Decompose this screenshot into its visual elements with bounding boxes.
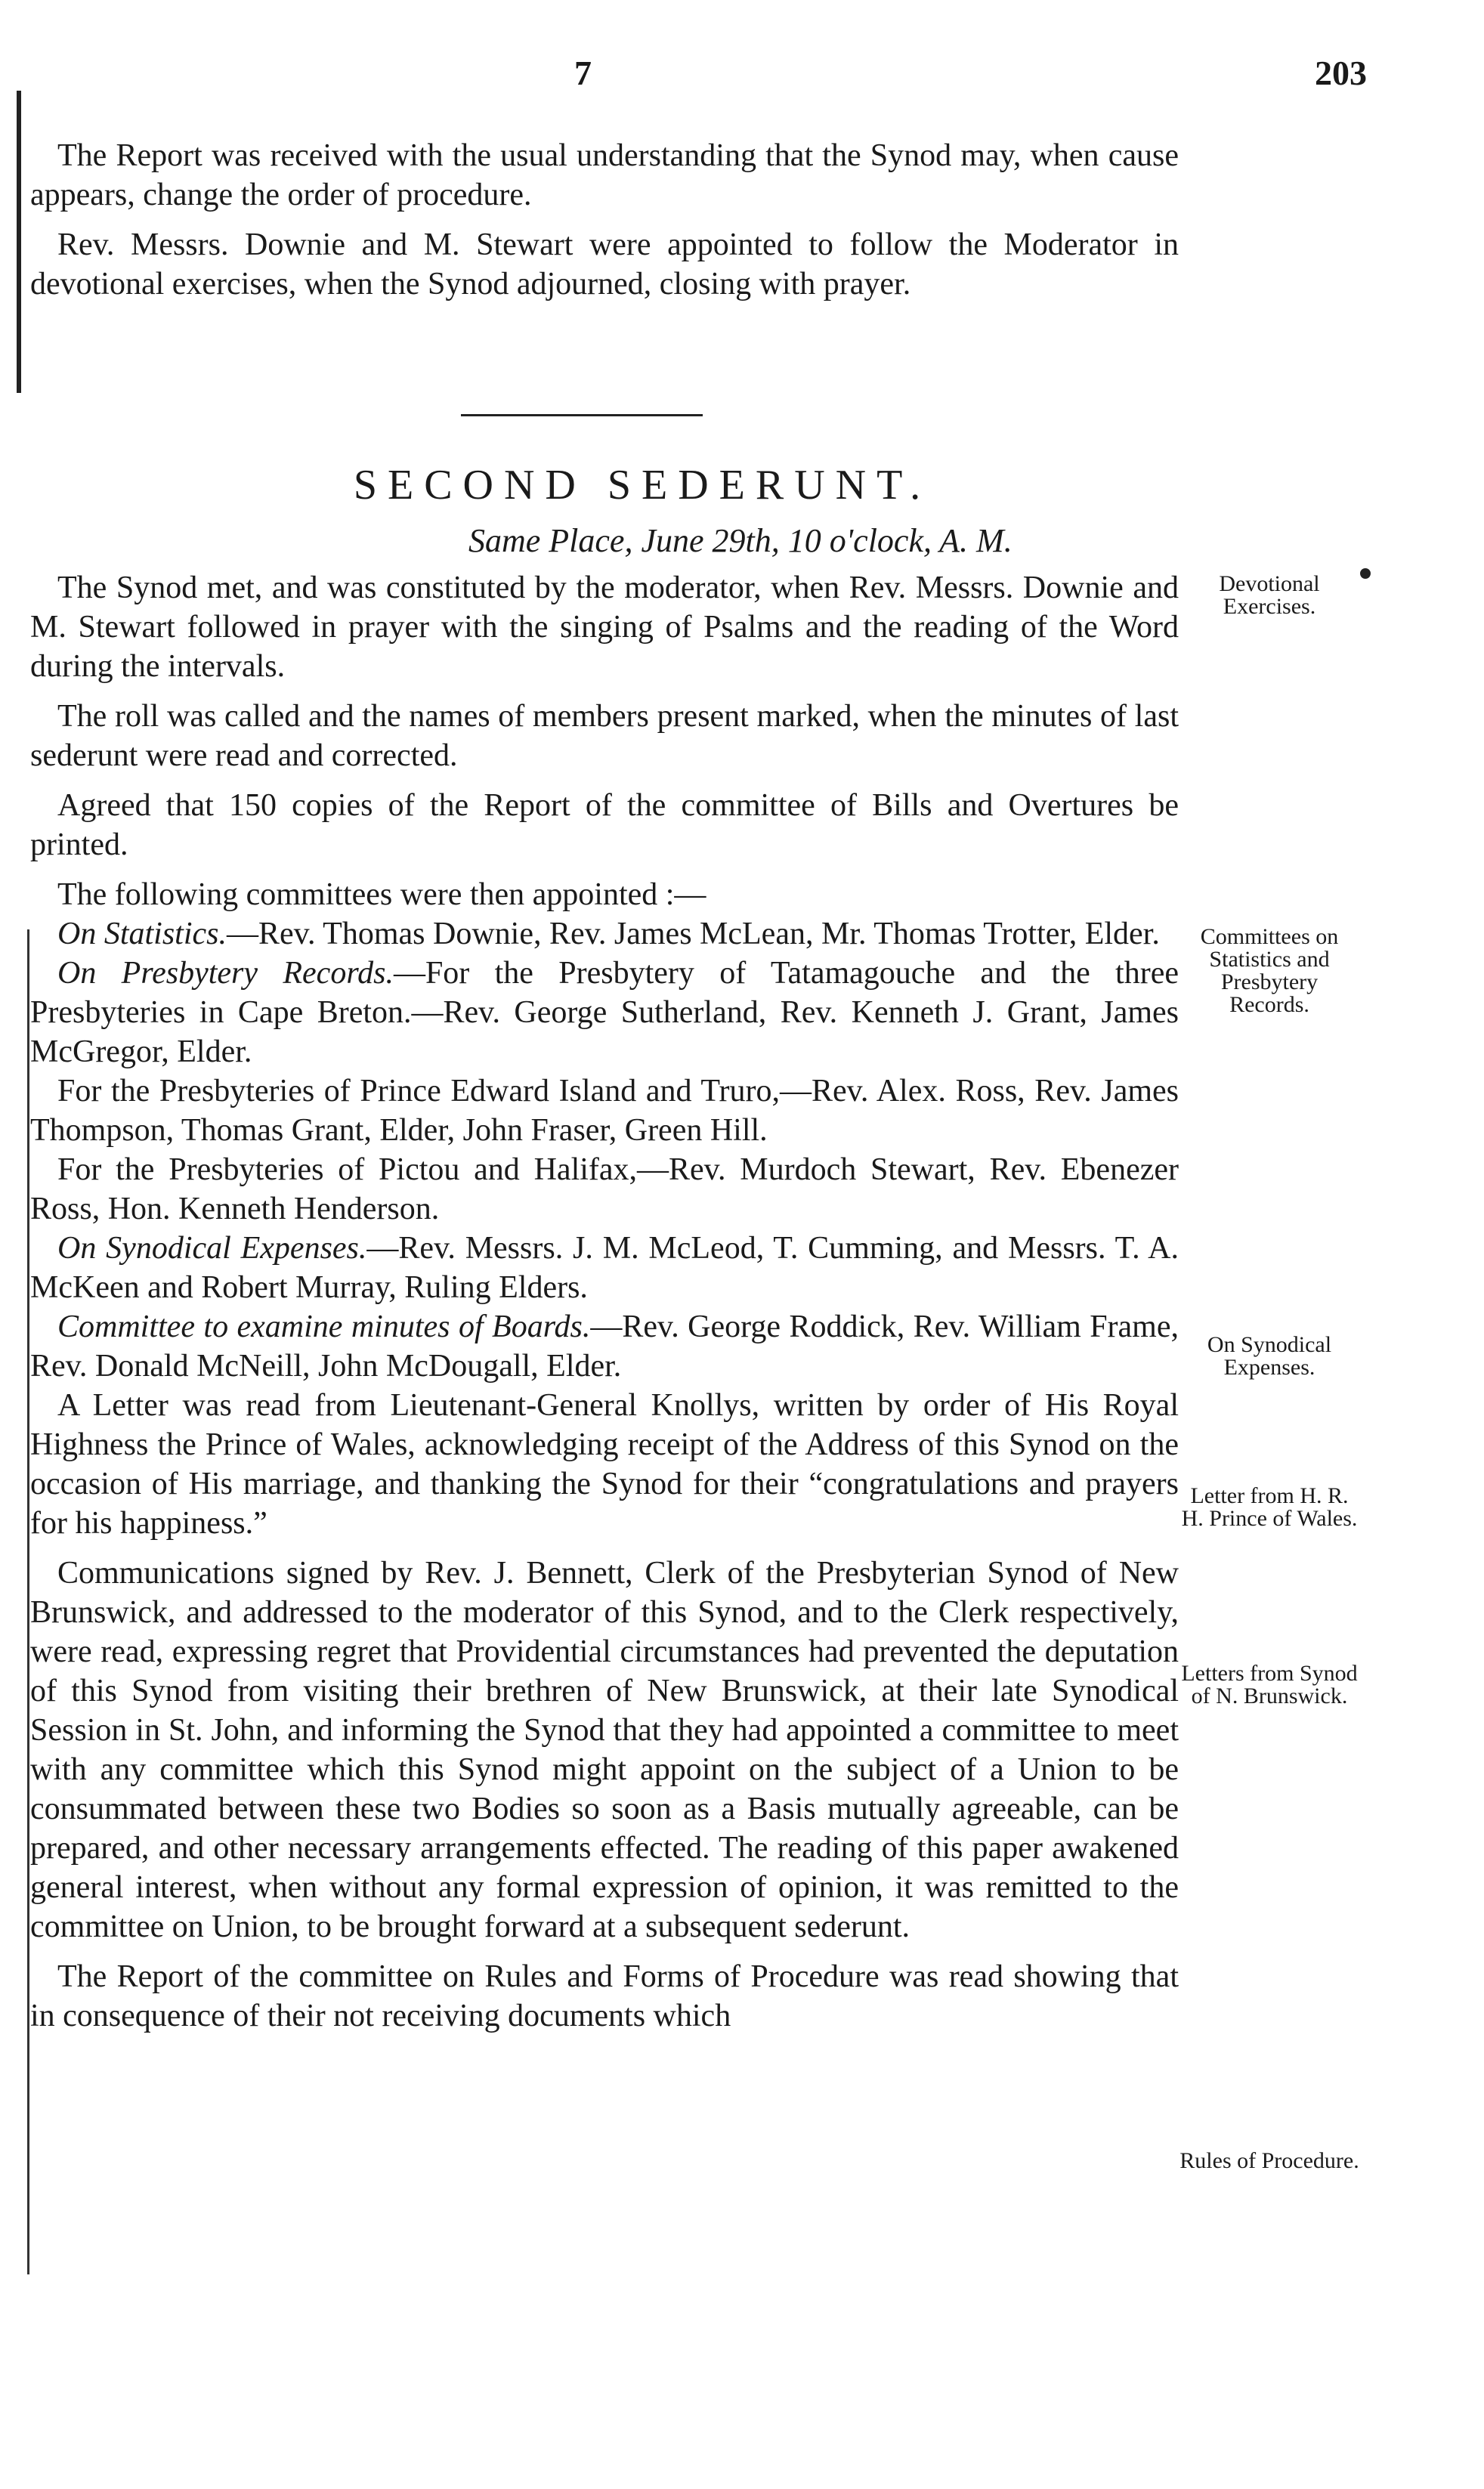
section-divider	[461, 414, 703, 416]
left-margin-rule	[17, 91, 21, 393]
paragraph-synodical-expenses	[30, 1229, 1179, 1307]
margin-note-devotional: Devotional Exercises.	[1219, 571, 1320, 619]
expenses-text: —Rev. Messrs. J. M. McLeod, T. Cumming, and Messrs. T. A. McKeen and Robert Murray, Ruling Elders.	[30, 1231, 1179, 1305]
boards-label: Committee to examine minutes of Boards.	[57, 1309, 591, 1344]
paragraph-pei-truro: For the Presbyteries of Prince Edward Island and Truro,—Rev. Alex. Ross, Rev. James Thompson, Thomas Grant, Elder, John Fraser, Green Hill.	[30, 1074, 1179, 1148]
paragraph-report-received: The Report was received with the usual understanding that the Synod may, when cause appears, change the order of procedure.	[30, 138, 1179, 212]
second-sederunt-body	[30, 568, 1179, 2046]
paragraph-rules-report: The Report of the committee on Rules and Forms of Procedure was read showing that in consequence of their not receiving documents which	[30, 1959, 1179, 2033]
margin-note-letter: Letter from H. R. H. Prince of Wales.	[1181, 1483, 1358, 1531]
margin-note-synodical: On Synodical Expenses.	[1207, 1332, 1332, 1380]
presbytery-label: On Presbytery Records.	[57, 956, 394, 991]
statistics-text: —Rev. Thomas Downie, Rev. James McLean, Mr. Thomas Trotter, Elder.	[227, 917, 1160, 951]
paragraph-boards	[30, 1307, 1179, 1386]
left-margin-rule-lower	[27, 929, 29, 2274]
paragraph-synod-met: The Synod met, and was constituted by the moderator, when Rev. Messrs. Downie and M. Stewart followed in prayer with the singing of Psalms and the reading of the Word during the intervals.	[30, 570, 1179, 684]
paragraph-presbytery-records	[30, 954, 1179, 1071]
page-number-right: 203	[1315, 54, 1367, 92]
paragraph-communications: Communications signed by Rev. J. Bennett, Clerk of the Presbyterian Synod of New Brunswick, and addressed to the moderator of this Synod, and to the Clerk respectively, were read, expressing regret that Providential circumstances had prevented the deputation of this Synod from visiting their brethren of New Brunswick, at their late Synodical Session in St. John, and informing the Synod that they had appointed a committee to meet with any committee which this Synod might appoint on the subject of a Union to be consummated between these two Bodies so soon as a Basis mutually agreeable, can be prepared, and other necessary arrangements effected. The reading of this paper awakened general interest, when without any formal expression of opinion, it was remitted to the committee on Union, to be brought forward at a subsequent sederunt.	[30, 1556, 1179, 1944]
margin-note-committees: Committees on Statistics and Presbytery Records.	[1200, 924, 1339, 1017]
margin-bullet-mark	[1360, 568, 1371, 579]
paragraph-devotional-appointment: Rev. Messrs. Downie and M. Stewart were appointed to follow the Moderator in devotional exercises, when the Synod adjourned, closing with prayer.	[30, 227, 1179, 301]
section-heading: SECOND SEDERUNT.	[353, 462, 932, 509]
paragraph-roll-called: The roll was called and the names of members present marked, when the minutes of last sederunt were read and corrected.	[30, 699, 1179, 773]
first-sederunt-closing	[30, 136, 1179, 314]
paragraph-copies-printed: Agreed that 150 copies of the Report of the committee of Bills and Overtures be printed.	[30, 788, 1179, 862]
section-subheading: Same Place, June 29th, 10 o'clock, A. M.	[468, 522, 1013, 559]
margin-note-rules: Rules of Procedure.	[1179, 2148, 1359, 2173]
statistics-label: On Statistics.	[57, 917, 227, 951]
paragraph-pictou-halifax: For the Presbyteries of Pictou and Halifax,—Rev. Murdoch Stewart, Rev. Ebenezer Ross, Hon. Kenneth Henderson.	[30, 1152, 1179, 1226]
margin-note-synod-nb: Letters from Synod of N. Brunswick.	[1181, 1661, 1358, 1708]
paragraph-letter-knollys: A Letter was read from Lieutenant-General Knollys, written by order of His Royal Highness the Prince of Wales, acknowledging receipt of the Address of this Synod on the occasion of His marriage, and thanking the Synod for their “congratulations and prayers for his happiness.”	[30, 1388, 1179, 1541]
expenses-label: On Synodical Expenses.	[57, 1231, 367, 1266]
boards-text: —Rev. George Roddick, Rev. William Frame, Rev. Donald McNeill, John McDougall, Elder.	[30, 1309, 1179, 1384]
presbytery-text: —For the Presbytery of Tatamagouche and the three Presbyteries in Cape Breton.—Rev. George Sutherland, Rev. Kenneth J. Grant, James McGregor, Elder.	[30, 956, 1179, 1069]
page-number-left: 7	[574, 54, 592, 92]
paragraph-statistics	[30, 914, 1179, 954]
paragraph-committees-intro: The following committees were then appointed :—	[57, 877, 706, 912]
